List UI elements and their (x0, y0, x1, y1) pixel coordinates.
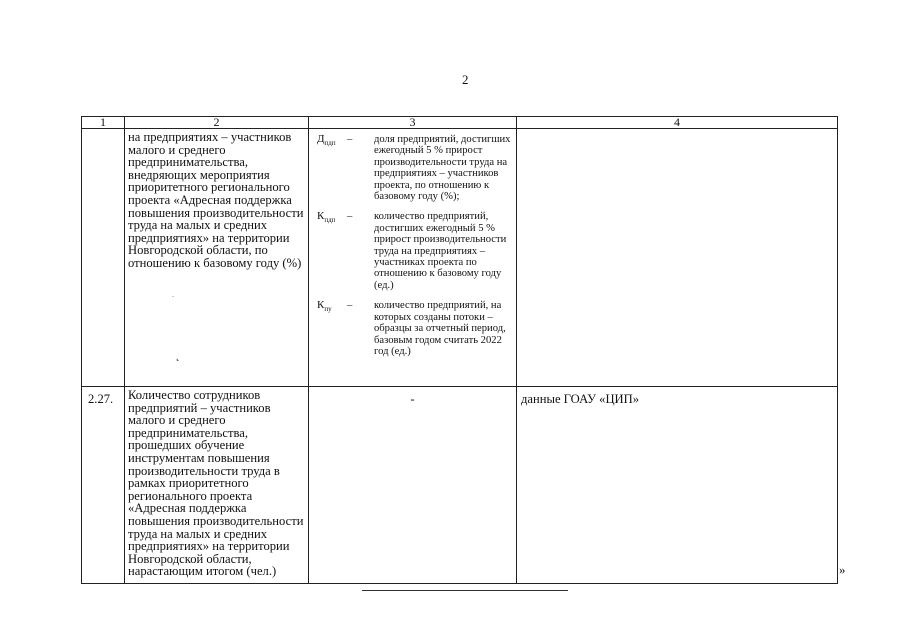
variable-definition: доля предприятий, достигших ежегодный 5 % прирост производительности труда на предприятиях – участников проекта, по отношению к базовому году (%); (374, 134, 511, 203)
header-cell-2: 2 (125, 117, 309, 129)
header-cell-1: 1 (82, 117, 125, 129)
variable-symbol: $Д_{пдп}$ (317, 133, 336, 148)
header-cell-3: 3 (309, 117, 517, 129)
row-number-cell (82, 129, 125, 387)
variable-entry (317, 300, 513, 357)
scan-dot-mark: . (172, 290, 174, 299)
table-header-row (82, 117, 838, 129)
formula-cell: - (309, 387, 517, 584)
footer-divider (362, 590, 568, 591)
page-number: 2 (462, 72, 469, 87)
variable-definition: количество предприятий, на которых созданы потоки – образцы за отчетный период, базовым годом считать 2022 год (ед.) (374, 300, 506, 357)
variable-entry (317, 134, 513, 202)
row-number-cell: 2.27. (82, 387, 125, 584)
formula-variables-cell (309, 129, 517, 387)
header-cell-4: 4 (517, 117, 838, 129)
indicator-description: Количество сотрудников предприятий – участников малого и среднего предпринимательства, прошедших обучение инструментам повышения производительности труда в рамках приоритетного регионального проекта «Адресная поддержка повышения производительности труда на малых и средних предприятиях» на территории Новгородской области, нарастающим итогом (чел.) (125, 387, 309, 584)
table-row (82, 387, 838, 584)
variable-definition: количество предприятий, достигших ежегодный 5 % прирост производительности труда на предприятиях – участниках проекта по отношению к базовому году (ед.) (374, 211, 507, 291)
variable-entry (317, 211, 513, 291)
indicator-table (81, 116, 838, 584)
scan-tick-mark: ˛ (176, 350, 180, 362)
variable-dash: – (347, 300, 353, 312)
variable-dash: – (347, 134, 353, 145)
variable-symbol: $К_{пдп}$ (317, 210, 336, 225)
data-source-cell (517, 129, 838, 387)
data-source-cell: данные ГОАУ «ЦИП» (517, 387, 838, 584)
variable-dash: – (347, 211, 353, 223)
indicator-description: на предприятиях – участников малого и среднего предпринимательства, внедряющих мероприятия приоритетного регионального проекта «Адресная поддержка повышения производительности труда на малых и средних предприятиях» на территории Новгородской области, по отношению к базовому году (%) (125, 129, 309, 387)
table-row (82, 129, 838, 387)
closing-quote: » (839, 562, 846, 577)
variable-symbol: $К_{пу}$ (317, 299, 332, 314)
